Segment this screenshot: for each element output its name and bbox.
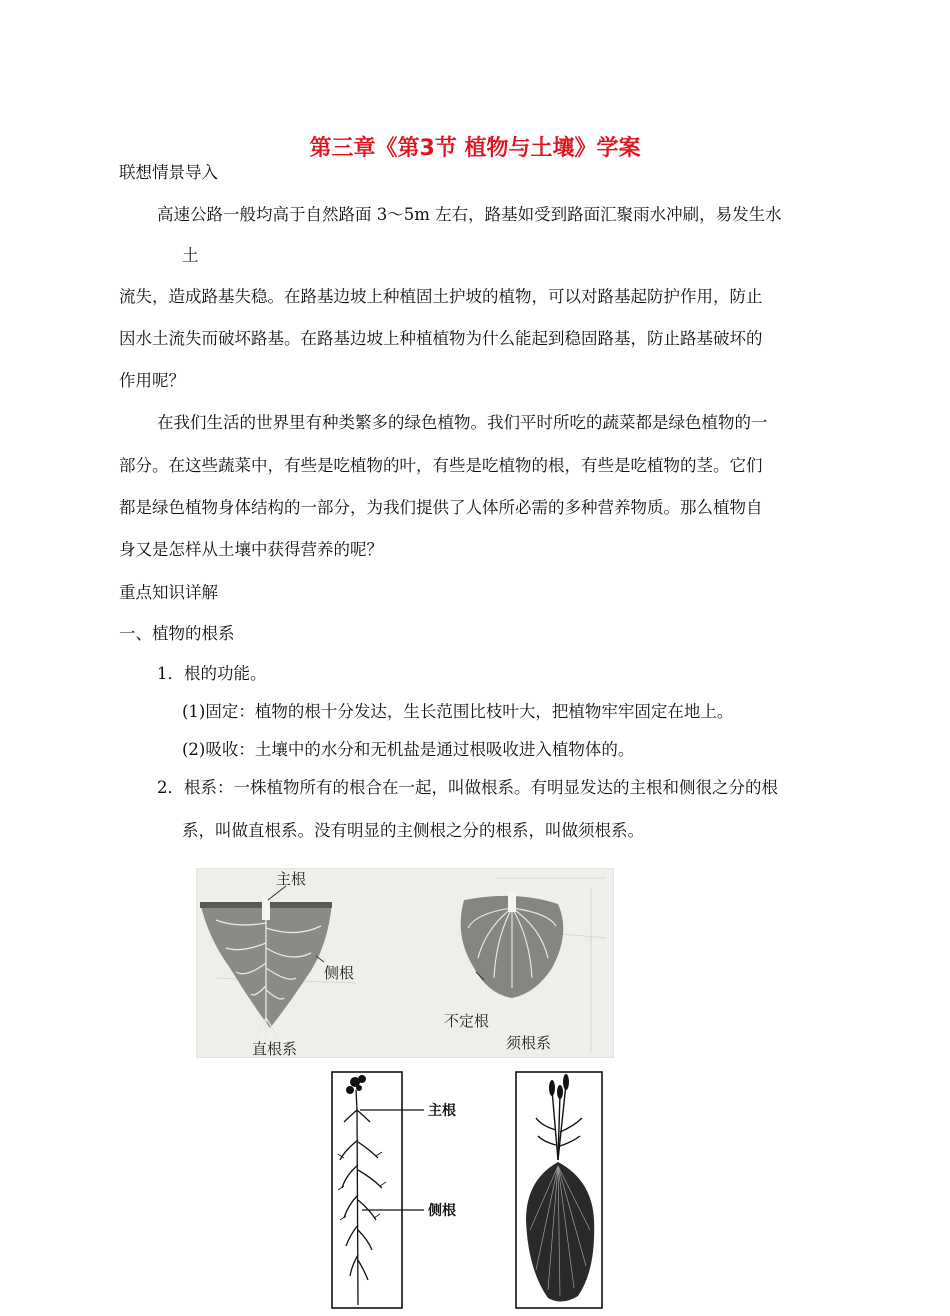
- page-title: 第三章《第3节 植物与土壤》学案: [309, 136, 641, 161]
- section-heading-key-knowledge: 重点知识详解: [119, 583, 218, 602]
- paragraph-line: 作用呢？: [119, 371, 185, 390]
- caption-taproot-system: 直根系: [252, 1040, 298, 1058]
- paragraph-line: 身又是怎样从土壤中获得营养的呢？: [119, 540, 383, 559]
- root-drawings-figure: [330, 1070, 610, 1310]
- list-subitem: (2)吸收：土壤中的水分和无机盐是通过根吸收进入植物体的。: [182, 740, 635, 759]
- caption-fibrous-root-system: 须根系: [506, 1034, 552, 1052]
- section-heading-intro: 联想情景导入: [119, 163, 218, 182]
- root-systems-figure: [196, 868, 614, 1058]
- paragraph-line: 高速公路一般均高于自然路面 3～5m 左右，路基如受到路面汇聚雨水冲刷，易发生水: [157, 205, 782, 224]
- paragraph-line: 流失，造成路基失稳。在路基边坡上种植固土护坡的植物，可以对路基起防护作用，防止: [119, 287, 763, 306]
- list-item-line: 系，叫做直根系。没有明显的主侧根之分的根系，叫做须根系。: [182, 821, 644, 840]
- paragraph-line: 在我们生活的世界里有种类繁多的绿色植物。我们平时所吃的蔬菜都是绿色植物的一: [157, 413, 768, 432]
- label-lateral-root-drawing: 侧根: [428, 1203, 456, 1219]
- paragraph-line: 部分。在这些蔬菜中，有些是吃植物的叶，有些是吃植物的根，有些是吃植物的茎。它们: [119, 456, 763, 475]
- label-adventitious-root: 不定根: [444, 1012, 490, 1030]
- subsection-heading: 一、植物的根系: [119, 624, 235, 643]
- paragraph-line: 土: [182, 246, 199, 265]
- label-main-root-drawing: 主根: [428, 1103, 456, 1119]
- list-item-heading: 1．根的功能。: [157, 664, 267, 683]
- label-lateral-root: 侧根: [324, 964, 355, 982]
- paragraph-line: 因水土流失而破坏路基。在路基边坡上种植植物为什么能起到稳固路基，防止路基破坏的: [119, 329, 763, 348]
- label-main-root: 主根: [276, 870, 307, 888]
- list-subitem: (1)固定：植物的根十分发达，生长范围比枝叶大，把植物牢牢固定在地上。: [182, 702, 734, 721]
- list-item-line: 2．根系：一株植物所有的根合在一起，叫做根系。有明显发达的主根和侧很之分的根: [157, 778, 778, 797]
- paragraph-line: 都是绿色植物身体结构的一部分，为我们提供了人体所必需的多种营养物质。那么植物自: [119, 498, 763, 517]
